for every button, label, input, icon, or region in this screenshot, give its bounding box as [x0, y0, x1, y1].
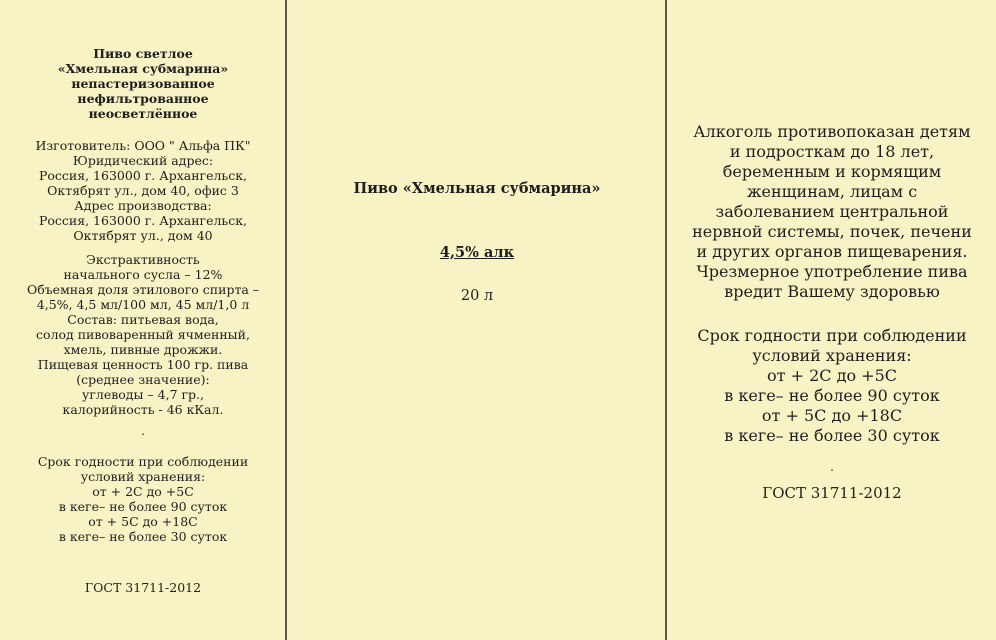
title-line: непастеризованное — [71, 76, 215, 91]
fold-line — [285, 0, 287, 640]
composition-line: Объемная доля этилового спирта – — [26, 282, 260, 297]
center-panel — [288, 0, 666, 640]
warning-line: вредит Вашему здоровью — [724, 282, 940, 301]
shelf-life-line: от + 5С до +18С — [761, 406, 903, 425]
composition-line: хмель, пивные дрожжи. — [63, 342, 223, 357]
composition-line: 4,5%, 4,5 мл/100 мл, 45 мл/1,0 л — [36, 297, 250, 312]
warning-line: беременным и кормящим — [722, 162, 942, 181]
producer-line: Октябрят ул., дом 40 — [73, 228, 213, 243]
center-title: Пиво «Хмельная субмарина» — [353, 180, 601, 197]
shelf-life-line: Срок годности при соблюдении — [697, 326, 967, 345]
shelf-life-line: от + 2С до +5С — [767, 366, 897, 385]
producer-line: Россия, 163000 г. Архангельск, — [38, 213, 248, 228]
separator-dot: . — [141, 424, 145, 438]
composition-line: начального сусла – 12% — [63, 267, 223, 282]
product-title-block — [0, 46, 286, 121]
producer-line: Юридический адрес: — [72, 153, 214, 168]
warning-line: женщинам, лицам с — [746, 182, 918, 201]
shelf-life-line: в кеге– не более 90 суток — [58, 499, 228, 514]
gost-label: ГОСТ 31711-2012 — [84, 580, 202, 595]
alcohol-content: 4,5% алк — [439, 244, 515, 261]
separator-dot: . — [830, 460, 834, 474]
producer-block — [0, 138, 286, 243]
shelf-life-line: в кеге– не более 30 суток — [724, 426, 940, 445]
composition-line: углеводы – 4,7 гр., — [82, 387, 204, 402]
shelf-life-line: в кеге– не более 30 суток — [58, 529, 228, 544]
title-line: Пиво светлое — [93, 46, 193, 61]
producer-line: Октябрят ул., дом 40, офис 3 — [47, 183, 239, 198]
composition-line: Экстрактивность — [86, 252, 200, 267]
health-warning-block — [668, 122, 996, 302]
warning-line: Чрезмерное употребление пива — [696, 262, 968, 281]
shelf-life-block — [668, 326, 996, 446]
composition-line: Пищевая ценность 100 гр. пива — [37, 357, 249, 372]
composition-line: солод пивоваренный ячменный, — [36, 327, 250, 342]
shelf-life-line: Срок годности при соблюдении — [37, 454, 249, 469]
shelf-life-line: условий хранения: — [80, 469, 206, 484]
title-line: «Хмельная субмарина» — [57, 61, 229, 76]
warning-line: Алкоголь противопоказан детям — [693, 122, 971, 141]
shelf-life-line: в кеге– не более 90 суток — [724, 386, 940, 405]
volume-label: 20 л — [460, 288, 494, 304]
fold-line — [665, 0, 667, 640]
shelf-life-line: условий хранения: — [752, 346, 912, 365]
shelf-life-line: от + 2С до +5С — [92, 484, 194, 499]
shelf-life-block — [0, 454, 286, 544]
composition-block — [0, 252, 286, 417]
shelf-life-line: от + 5С до +18С — [88, 514, 198, 529]
right-panel — [668, 0, 996, 640]
producer-line: Адрес производства: — [74, 198, 212, 213]
warning-line: нервной системы, почек, печени — [692, 222, 972, 241]
composition-line: (среднее значение): — [76, 372, 210, 387]
warning-line: и подросткам до 18 лет, — [729, 142, 935, 161]
warning-line: заболеванием центральной — [715, 202, 949, 221]
title-line: неосветлённое — [88, 106, 198, 121]
warning-line: и других органов пищеварения. — [696, 242, 968, 261]
producer-line: Россия, 163000 г. Архангельск, — [38, 168, 248, 183]
left-panel — [0, 0, 286, 640]
title-line: нефильтрованное — [77, 91, 209, 106]
gost-label: ГОСТ 31711-2012 — [762, 484, 902, 502]
composition-line: Состав: питьевая вода, — [67, 312, 219, 327]
composition-line: калорийность - 46 кКал. — [62, 402, 224, 417]
producer-line: Изготовитель: ООО " Альфа ПК" — [35, 138, 251, 153]
